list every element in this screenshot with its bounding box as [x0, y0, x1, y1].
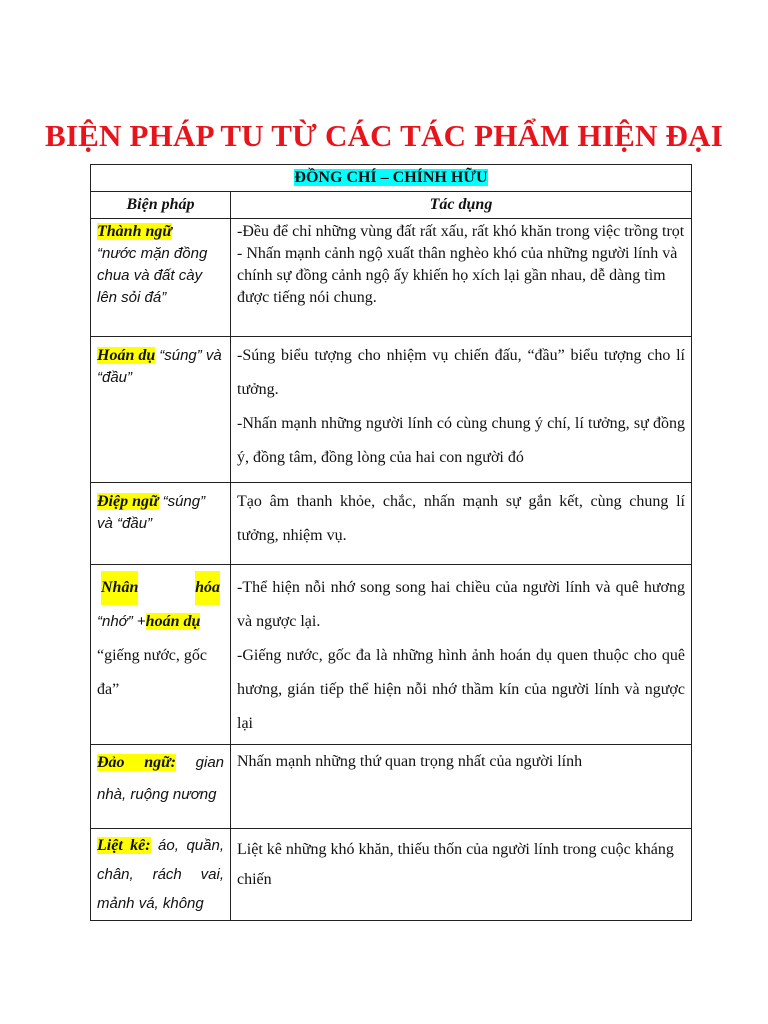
effect-text: -Đều để chỉ những vùng đất rất xấu, rất khó khăn trong việc trồng trọt [237, 223, 685, 240]
device-term-continued: hóa [195, 571, 220, 605]
section-header-row [91, 165, 692, 192]
device-example: áo, quần, chân, rách vai, mảnh vá, không [97, 837, 224, 912]
effect-cell [231, 483, 692, 565]
table-row [91, 829, 692, 921]
effect-text: - Nhấn mạnh cảnh ngộ xuất thân nghèo khó của những người lính và chính sự đồng cảnh ngộ ấy khiến họ xích lại gần nhau, dễ dàng tìm được tiếng nói chung. [237, 245, 678, 306]
devices-table [90, 164, 692, 921]
table-row [91, 745, 692, 829]
device-example-secondary: “giếng nước, gốc đa” [97, 647, 207, 698]
device-cell [91, 565, 231, 745]
device-example: “súng” và “đầu” [97, 493, 206, 532]
device-term: Hoán dụ [97, 347, 156, 364]
device-term: Liệt kê: [97, 837, 151, 854]
table-row [91, 483, 692, 565]
device-example: “nhớ” + [97, 613, 146, 630]
device-cell [91, 337, 231, 483]
table-row [91, 337, 692, 483]
effect-text: -Thể hiện nỗi nhớ song song hai chiều của người lính và quê hương và ngược lại. [237, 579, 685, 630]
table-row [91, 565, 692, 745]
page-title: BIỆN PHÁP TU TỪ CÁC TÁC PHẨM HIỆN ĐẠI [45, 118, 723, 153]
device-term: Đảo ngữ: [97, 754, 176, 771]
device-term-secondary: hoán dụ [145, 613, 201, 630]
effect-cell [231, 829, 692, 921]
effect-cell [231, 745, 692, 829]
device-example: “súng” và “đầu” [97, 347, 222, 386]
device-cell [91, 745, 231, 829]
effect-cell [231, 565, 692, 745]
device-cell [91, 829, 231, 921]
device-example: gian nhà, ruộng nương [97, 754, 224, 803]
effect-cell [231, 337, 692, 483]
section-title: ĐỒNG CHÍ – CHÍNH HỮU [294, 169, 488, 186]
effect-text: -Giếng nước, gốc đa là những hình ảnh hoán dụ quen thuộc cho quê hương, gián tiếp thể hiện nỗi nhớ thầm kín của người lính và ngược lại [237, 647, 685, 732]
effect-text: -Súng biểu tượng cho nhiệm vụ chiến đấu, “đầu” biểu tượng cho lí tưởng. [237, 347, 685, 398]
column-header-device: Biện pháp [91, 192, 231, 219]
effect-text: Liệt kê những khó khăn, thiếu thốn của người lính trong cuộc kháng chiến [237, 841, 674, 888]
effect-text: Tạo âm thanh khỏe, chắc, nhấn mạnh sự gắn kết, cùng chung lí tưởng, nhiệm vụ. [237, 493, 685, 544]
column-header-effect: Tác dụng [231, 192, 692, 219]
column-header-row [91, 192, 692, 219]
table-row [91, 219, 692, 337]
effect-text: -Nhấn mạnh những người lính có cùng chung ý chí, lí tưởng, sự đồng ý, đồng tâm, đồng lòng của hai con người đó [237, 415, 685, 466]
section-title-cell [91, 165, 692, 192]
device-term: Thành ngữ [97, 223, 172, 240]
device-term: Nhân [101, 571, 138, 605]
effect-cell [231, 219, 692, 337]
device-cell [91, 483, 231, 565]
device-example: “nước mặn đồng chua và đất cày lên sỏi đá” [97, 245, 208, 306]
device-term: Điệp ngữ [97, 493, 159, 510]
effect-text: Nhấn mạnh những thứ quan trọng nhất của người lính [237, 753, 583, 770]
device-cell [91, 219, 231, 337]
